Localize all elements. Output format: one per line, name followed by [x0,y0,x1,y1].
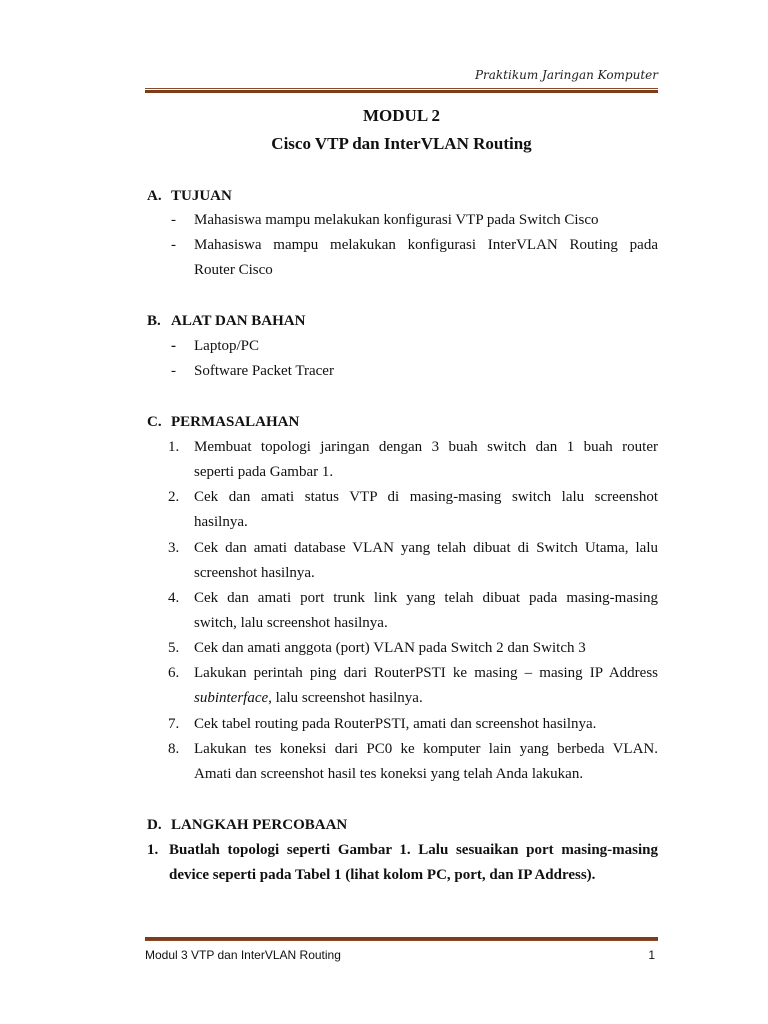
list-item: 7. Cek tabel routing pada RouterPSTI, amati dan screenshot hasilnya. [168,716,597,732]
step-item-continuation: device seperti pada Tabel 1 (lihat kolom PC, port, dan IP Address). [169,867,596,883]
section-heading-permasalahan: C. PERMASALAHAN [147,414,300,430]
list-item-continuation: subinterface, lalu screenshot hasilnya. [194,690,423,706]
list-item: - Software Packet Tracer [171,363,334,379]
list-item: 3. Cek dan amati database VLAN yang telah dibuat di Switch Utama, lalu [168,540,658,556]
list-item: 6. Lakukan perintah ping dari RouterPSTI ke masing – masing IP Address [168,665,658,681]
module-title: Cisco VTP dan InterVLAN Routing [271,134,532,153]
list-item: 4. Cek dan amati port trunk link yang telah dibuat pada masing-masing [168,590,658,606]
module-number: MODUL 2 [363,106,440,125]
list-item-continuation: seperti pada Gambar 1. [194,464,334,480]
list-item: - Laptop/PC [171,338,260,354]
section-heading-langkah-percobaan: D. LANGKAH PERCOBAAN [147,817,348,833]
list-item-continuation: hasilnya. [194,514,248,530]
page-footer [145,948,658,962]
list-item: - Mahasiswa mampu melakukan konfigurasi InterVLAN Routing pada [171,237,658,253]
footer-rule [145,936,658,941]
step-item: 1. Buatlah topologi seperti Gambar 1. Lalu sesuaikan port masing-masing [147,842,658,858]
list-item: 1. Membuat topologi jaringan dengan 3 buah switch dan 1 buah router [168,439,658,455]
header-rule [145,88,658,93]
running-header: Praktikum Jaringan Komputer [474,68,658,82]
list-item-continuation: Router Cisco [194,262,273,278]
list-item: 5. Cek dan amati anggota (port) VLAN pada Switch 2 dan Switch 3 [168,640,586,656]
section-heading-tujuan: A. TUJUAN [147,188,232,204]
list-item: - Mahasiswa mampu melakukan konfigurasi VTP pada Switch Cisco [171,212,599,228]
list-item: 8. Lakukan tes koneksi dari PC0 ke komputer lain yang berbeda VLAN. [168,741,658,757]
page-number: 1 [648,948,655,962]
list-item-continuation: Amati dan screenshot hasil tes koneksi yang telah Anda lakukan. [194,766,584,782]
list-item-continuation: screenshot hasilnya. [194,565,315,581]
list-item: 2. Cek dan amati status VTP di masing-masing switch lalu screenshot [168,489,658,505]
footer-title: Modul 3 VTP dan InterVLAN Routing [145,948,341,962]
section-heading-alat-dan-bahan: B. ALAT DAN BAHAN [147,313,306,329]
list-item-continuation: switch, lalu screenshot hasilnya. [194,615,388,631]
